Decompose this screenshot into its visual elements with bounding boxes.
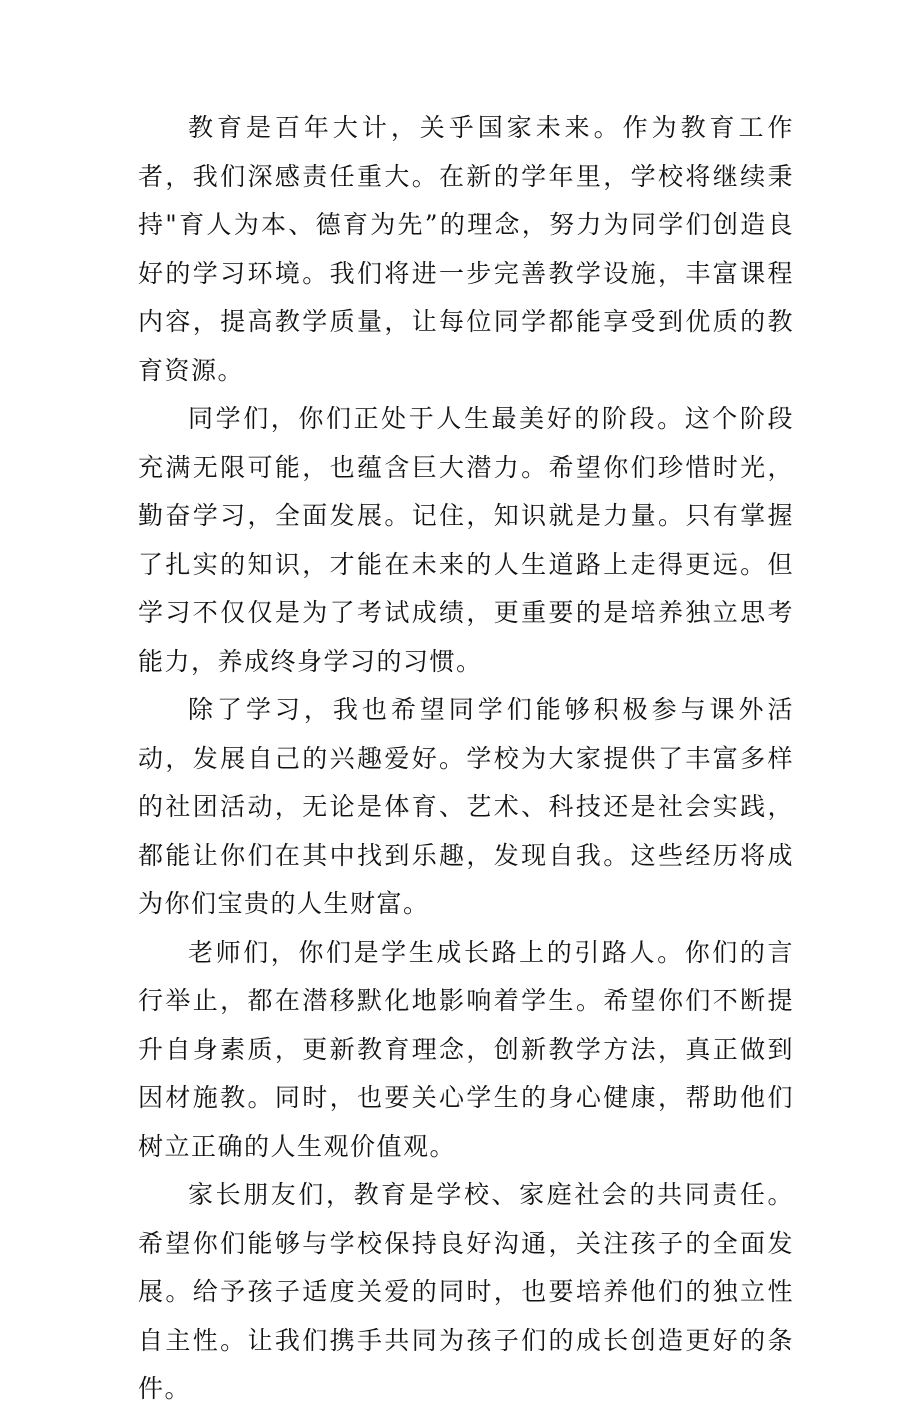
paragraph-3: 除了学习，我也希望同学们能够积极参与课外活动，发展自己的兴趣爱好。学校为大家提供了丰富多样的社团活动，无论是体育、艺术、科技还是社会实践，都能让你们在其中找到乐趣，发现自我。这些经历将成为你们宝贵的人生财富。 — [138, 695, 794, 918]
paragraph-2: 同学们，你们正处于人生最美好的阶段。这个阶段充满无限可能，也蕴含巨大潜力。希望你们珍惜时光，勤奋学习，全面发展。记住，知识就是力量。只有掌握了扎实的知识，才能在未来的人生道路上走得更远。但学习不仅仅是为了考试成绩，更重要的是培养独立思考能力，养成终身学习的习惯。 — [138, 404, 794, 676]
document-body — [138, 104, 794, 1414]
paragraph-1: 教育是百年大计，关乎国家未来。作为教育工作者，我们深感责任重大。在新的学年里，学校将继续秉持"育人为本、德育为先”的理念，努力为同学们创造良好的学习环境。我们将进一步完善教学设施，丰富课程内容，提高教学质量，让每位同学都能享受到优质的教育资源。 — [138, 113, 794, 385]
paragraph-4: 老师们，你们是学生成长路上的引路人。你们的言行举止，都在潜移默化地影响着学生。希望你们不断提升自身素质，更新教育理念，创新教学方法，真正做到因材施教。同时，也要关心学生的身心健康，帮助他们树立正确的人生观价值观。 — [138, 937, 794, 1161]
paragraph-5: 家长朋友们，教育是学校、家庭社会的共同责任。希望你们能够与学校保持良好沟通，关注孩子的全面发展。给予孩子适度关爱的同时，也要培养他们的独立性自主性。让我们携手共同为孩子们的成长创造更好的条件。 — [138, 1180, 794, 1403]
